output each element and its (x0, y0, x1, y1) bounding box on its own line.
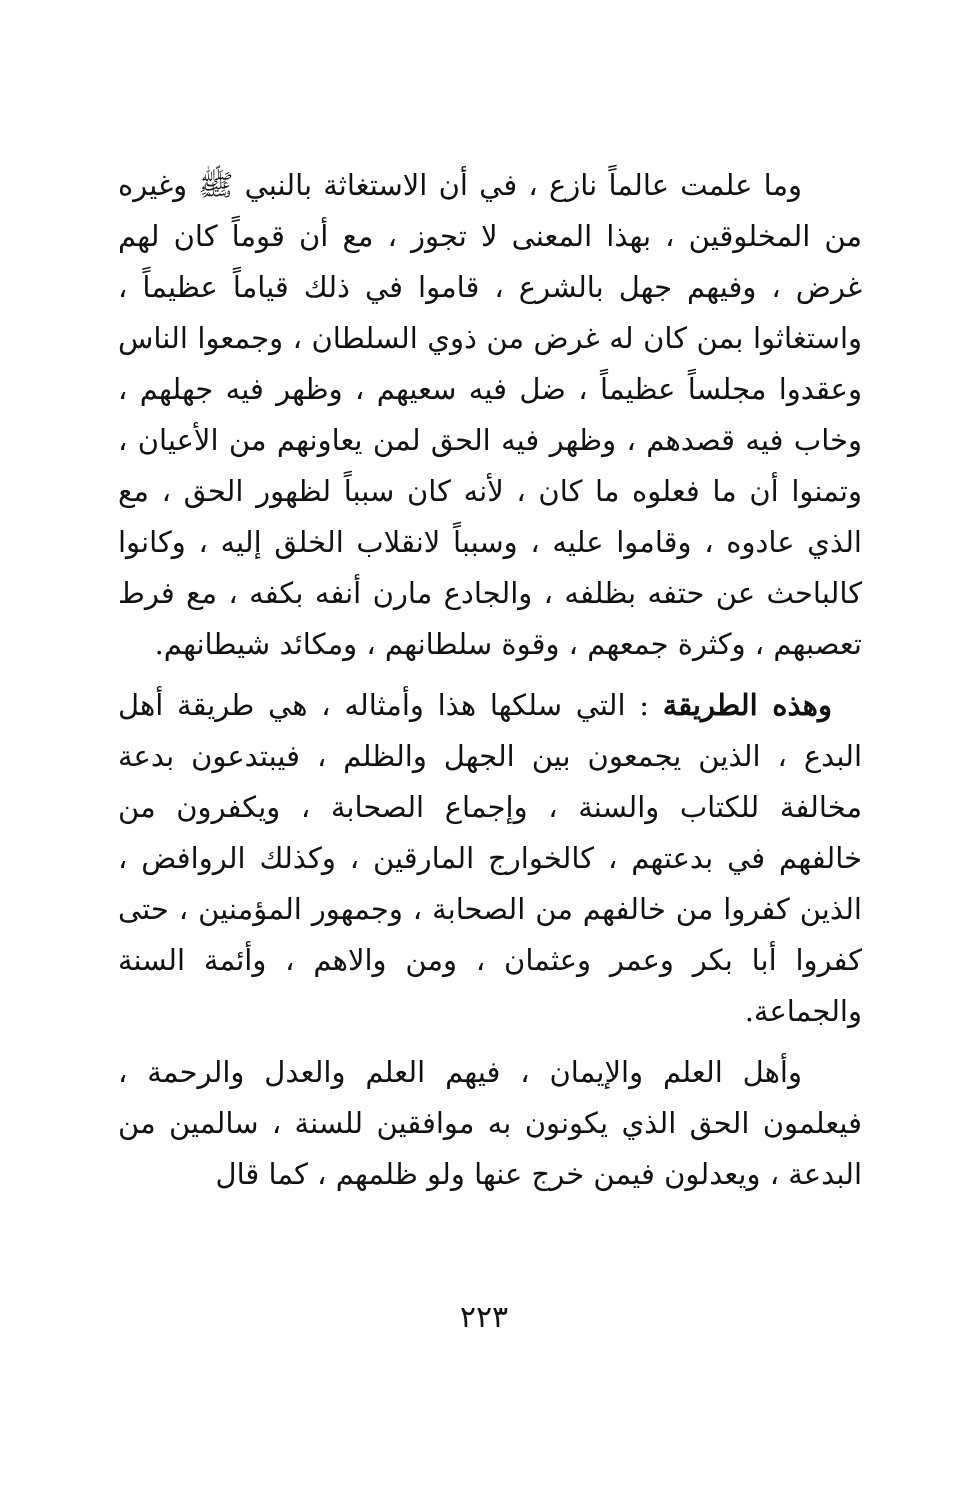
paragraph-2 (118, 680, 862, 1037)
paragraph-2-lead: وهذه الطريقة (662, 688, 832, 722)
paragraph-1 (118, 160, 862, 670)
paragraph-1-text: وما علمت عالماً نازع ، في أن الاستغاثة بالنبي ﷺ وغيره من المخلوقين ، بهذا المعنى لا تجوز ، مع أن قوماً كان لهم غرض ، وفيهم جهل بالشرع ، قاموا في ذلك قياماً عظيماً ، واستغاثوا بمن كان له غرض من ذوي السلطان ، وجمعوا الناس وعقدوا مجلساً عظيماً ، ضل فيه سعيهم ، وظهر فيه جهلهم ، وخاب فيه قصدهم ، وظهر فيه الحق لمن يعاونهم من الأعيان ، وتمنوا أن ما فعلوه ما كان ، لأنه كان سبباً لظهور الحق ، مع الذي عادوه ، وقاموا عليه ، وسبباً لانقلاب الخلق إليه ، وكانوا كالباحث عن حتفه بظلفه ، والجادع مارن أنفه بكفه ، مع فرط تعصبهم ، وكثرة جمعهم ، وقوة سلطانهم ، ومكائد شيطانهم. (118, 168, 862, 661)
page-number: ٢٢٣ (459, 1300, 509, 1335)
paragraph-2-text: : التي سلكها هذا وأمثاله ، هي طريقة أهل البدع ، الذين يجمعون بين الجهل والظلم ، فيبتدعون بدعة مخالفة للكتاب والسنة ، وإجماع الصحابة ، ويكفرون من خالفهم في بدعتهم ، كالخوارج المارقين ، وكذلك الروافض ، الذين كفروا من خالفهم من الصحابة ، وجمهور المؤمنين ، حتى كفروا أبا بكر وعمر وعثمان ، ومن والاهم ، وأئمة السنة والجماعة. (118, 688, 862, 1028)
paragraph-3-text: وأهل العلم والإيمان ، فيهم العلم والعدل والرحمة ، فيعلمون الحق الذي يكونون به موافقين للسنة ، سالمين من البدعة ، ويعدلون فيمن خرج عنها ولو ظلمهم ، كما قال (118, 1055, 862, 1191)
paragraph-3 (118, 1047, 862, 1200)
page-body (118, 160, 862, 1200)
